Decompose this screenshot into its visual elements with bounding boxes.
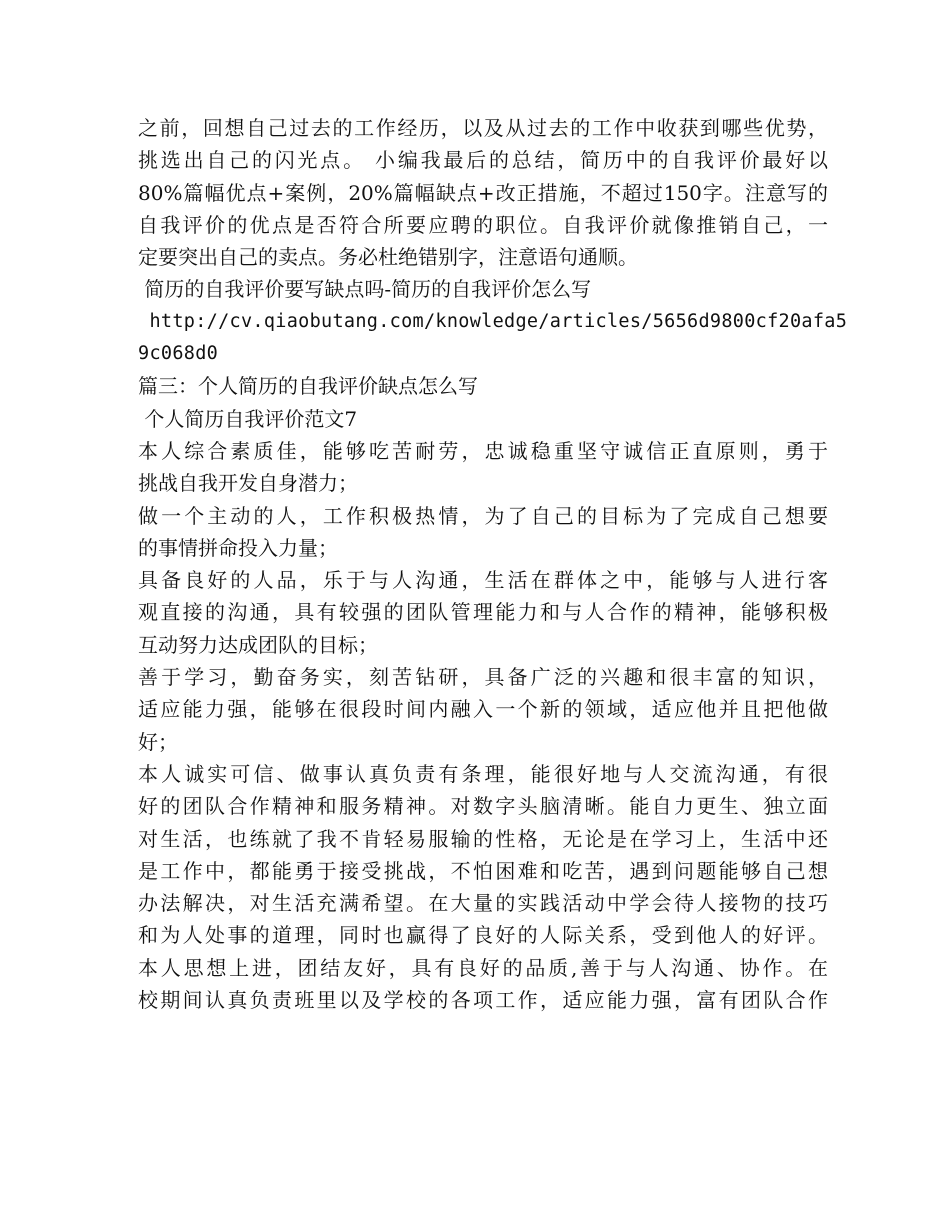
text-line: 本人思想上进，团结友好，具有良好的品质,善于与人沟通、协作。在 <box>138 955 828 980</box>
text-line: 挑选出自己的闪光点。 小编我最后的总结，简历中的自我评价最好以 <box>138 148 828 173</box>
text-line: 本人诚实可信、做事认真负责有条理，能很好地与人交流沟通，有很 <box>138 761 828 786</box>
text-line: 具备良好的人品，乐于与人沟通，生活在群体之中，能够与人进行客 <box>138 568 828 593</box>
text-line: 做一个主动的人，工作积极热情，为了自己的目标为了完成自己想要 <box>138 503 828 528</box>
text-line: 之前，回想自己过去的工作经历，以及从过去的工作中收获到哪些优势， <box>138 116 828 140</box>
text-line: 办法解决，对生活充满希望。在大量的实践活动中学会待人接物的技巧 <box>138 891 828 916</box>
text-line: 的事情拼命投入力量； <box>138 535 338 560</box>
text-line: 对生活，也练就了我不肯轻易服输的性格，无论是在学习上，生活中还 <box>138 826 828 851</box>
text-line: 定要突出自己的卖点。务必杜绝错别字，注意语句通顺。 <box>138 245 638 270</box>
text-line: 是工作中，都能勇于接受挑战，不怕困难和吃苦，遇到问题能够自己想 <box>138 858 828 883</box>
text-line: 好； <box>138 729 178 754</box>
text-line: 和为人处事的道理，同时也赢得了良好的人际关系，受到他人的好评。 <box>138 923 828 948</box>
text-line: 互动努力达成团队的目标； <box>138 632 378 657</box>
text-line: 观直接的沟通，具有较强的团队管理能力和与人合作的精神，能够积极 <box>138 600 828 625</box>
document-page <box>138 112 848 1016</box>
text-line: 9c068d0 <box>138 343 219 365</box>
text-line: 本人综合素质佳，能够吃苦耐劳，忠诚稳重坚守诚信正直原则，勇于 <box>138 438 828 463</box>
text-line: 挑战自我开发自身潜力； <box>138 471 358 496</box>
text-line: http://cv.qiaobutang.com/knowledge/articles/5656d9800cf20afa5 <box>138 310 848 332</box>
text-line: 简历的自我评价要写缺点吗-简历的自我评价怎么写 <box>138 277 592 302</box>
text-line: 校期间认真负责班里以及学校的各项工作，适应能力强，富有团队合作 <box>138 988 828 1013</box>
text-line: 80%篇幅优点+案例，20%篇幅缺点+改正措施，不超过150字。注意写的 <box>138 180 828 205</box>
text-line: 篇三：个人简历的自我评价缺点怎么写 <box>138 374 478 399</box>
text-line: 适应能力强，能够在很段时间内融入一个新的领域，适应他并且把他做 <box>138 697 828 722</box>
text-line: 善于学习，勤奋务实，刻苦钻研，具备广泛的兴趣和很丰富的知识， <box>138 665 828 690</box>
document-body <box>138 112 848 1016</box>
text-line: 好的团队合作精神和服务精神。对数字头脑清晰。能自力更生、独立面 <box>138 794 828 819</box>
text-line: 个人简历自我评价范文7 <box>138 406 358 431</box>
text-line: 自我评价的优点是否符合所要应聘的职位。自我评价就像推销自己，一 <box>138 212 828 237</box>
